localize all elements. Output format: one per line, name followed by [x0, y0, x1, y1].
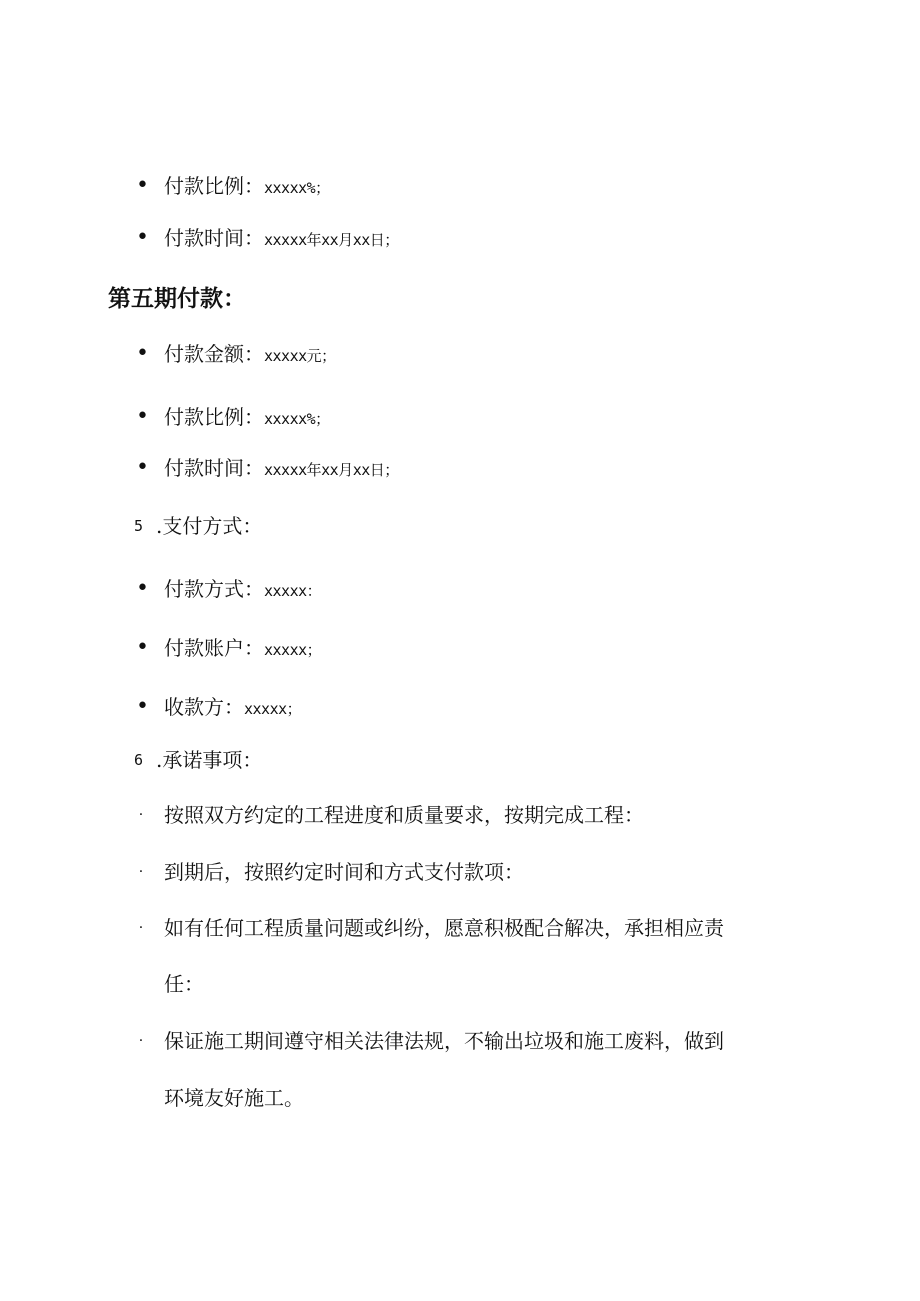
item-label: 付款账户： — [164, 636, 264, 660]
commitment-text: 如有任何工程质量问题或纠纷，愿意积极配合解决，承担相应责 — [164, 916, 724, 940]
section-number: 6 — [134, 751, 144, 769]
bullet: • — [136, 576, 149, 601]
bullet: · — [138, 920, 144, 936]
item-label: 付款时间： — [164, 226, 264, 250]
section-title: .承诺事项： — [156, 748, 263, 772]
bullet: • — [136, 694, 149, 719]
item-value: xxxxx； — [244, 700, 302, 718]
item-value: xxxxx年xx月xx日； — [264, 231, 399, 249]
item-label: 付款比例： — [164, 405, 264, 429]
section-heading-fifth-payment: 第五期付款： — [108, 286, 246, 312]
item-value: xxxxx年xx月xx日； — [264, 461, 399, 479]
bullet: • — [136, 455, 149, 480]
commitment-text: 保证施工期间遵守相关法律法规，不输出垃圾和施工废料，做到 — [164, 1029, 724, 1053]
item-value: xxxxx： — [264, 582, 322, 600]
bullet: • — [136, 225, 149, 250]
bullet: • — [136, 404, 149, 429]
item-label: 收款方： — [164, 695, 244, 719]
item-value: xxxxx%； — [264, 410, 330, 428]
commitment-text: 到期后，按照约定时间和方式支付款项： — [164, 860, 524, 884]
bullet: • — [136, 635, 149, 660]
section-number: 5 — [134, 517, 144, 535]
commitment-text: 按照双方约定的工程进度和质量要求，按期完成工程： — [164, 803, 644, 827]
commitment-text: 任： — [164, 972, 204, 996]
bullet: • — [136, 173, 149, 198]
section-title: .支付方式： — [156, 514, 263, 538]
commitment-text: 环境友好施工。 — [164, 1086, 304, 1110]
bullet: • — [136, 341, 149, 366]
bullet: · — [138, 864, 144, 880]
item-label: 付款金额： — [164, 342, 264, 366]
item-label: 付款比例： — [164, 174, 264, 198]
item-label: 付款方式： — [164, 577, 264, 601]
item-value: xxxxx元； — [264, 347, 336, 365]
item-value: xxxxx%； — [264, 179, 330, 197]
bullet: · — [138, 1033, 144, 1049]
item-label: 付款时间： — [164, 456, 264, 480]
bullet: · — [138, 807, 144, 823]
item-value: xxxxx； — [264, 641, 322, 659]
